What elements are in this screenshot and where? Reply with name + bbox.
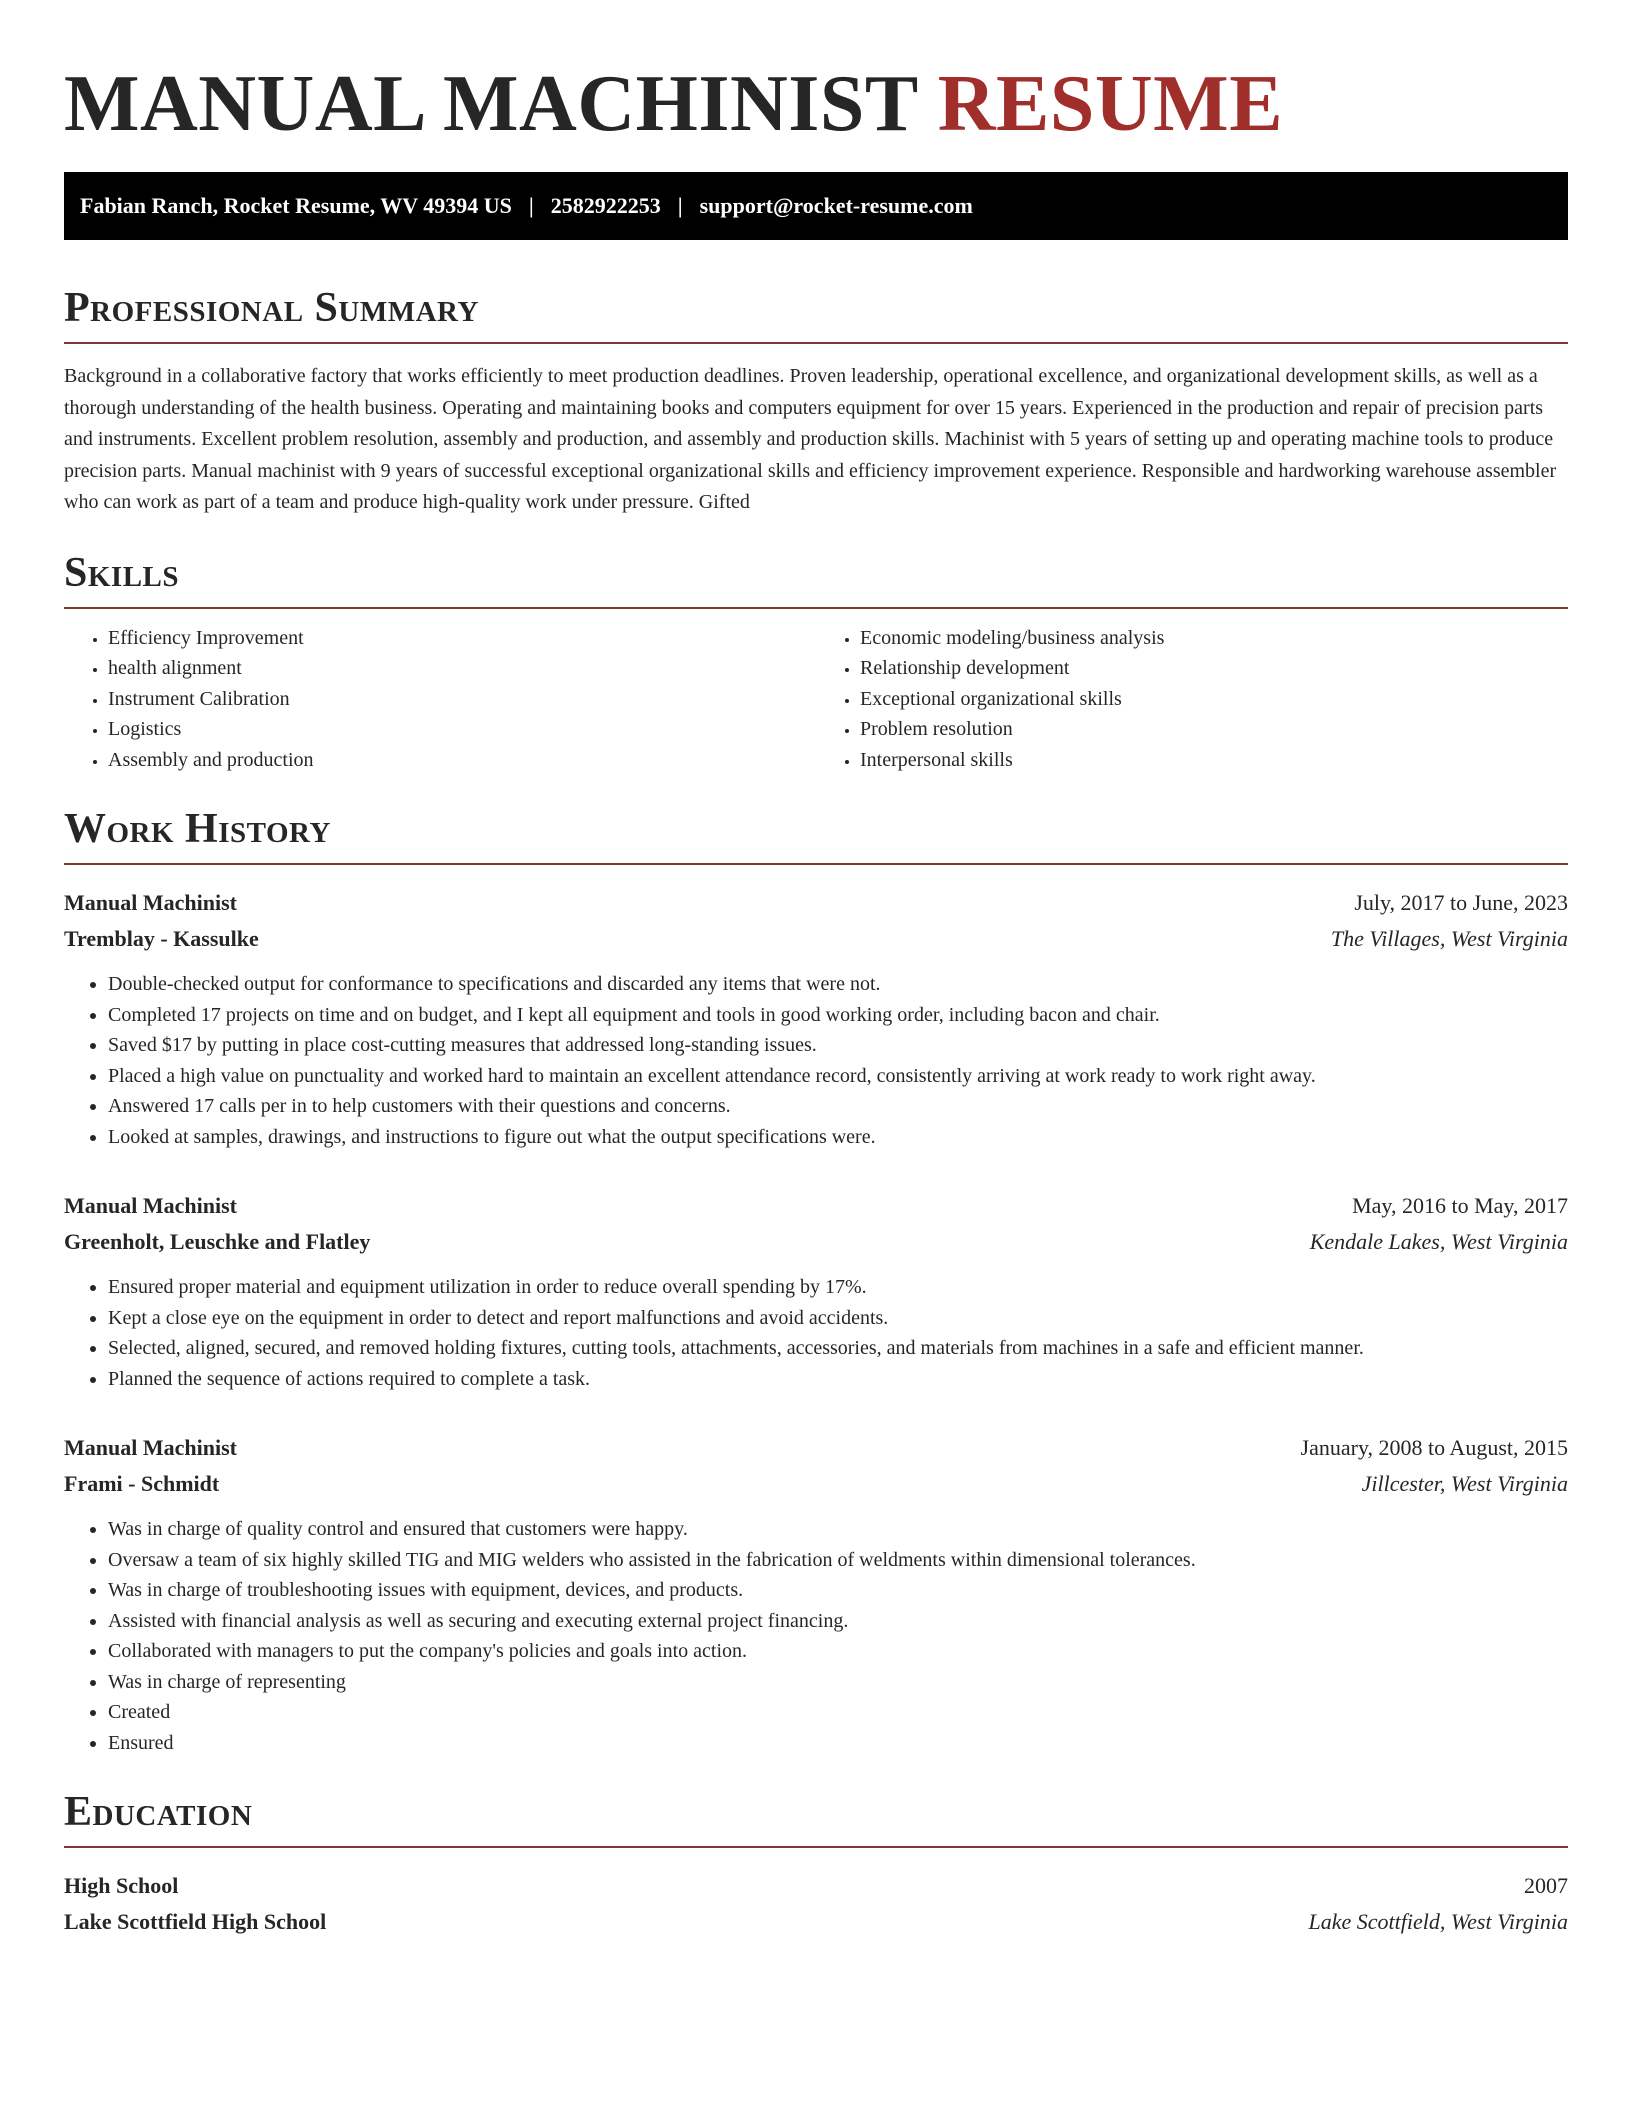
skill-item: • Efficiency Improvement xyxy=(108,623,816,654)
contact-address: Fabian Ranch, Rocket Resume, WV 49394 US xyxy=(80,193,512,218)
job-bullet: • Completed 17 projects on time and on budget, and I kept all equipment and tools in good working order, including bacon and chair. xyxy=(108,1000,1568,1031)
job-bullet: • Was in charge of representing xyxy=(108,1667,1568,1698)
job-company-row xyxy=(64,1224,1568,1260)
skills-list-left xyxy=(64,623,816,776)
education-location: Lake Scottfield, West Virginia xyxy=(1308,1909,1568,1934)
education-section xyxy=(64,1788,1568,1940)
education-year: 2007 xyxy=(1524,1873,1568,1898)
job-bullet: • Collaborated with managers to put the company's policies and goals into action. xyxy=(108,1636,1568,1667)
job-company: Frami - Schmidt xyxy=(64,1471,220,1496)
summary-section xyxy=(64,284,1568,519)
job-bullet: • Kept a close eye on the equipment in order to detect and report malfunctions and avoid accidents. xyxy=(108,1303,1568,1334)
job-entry xyxy=(64,1188,1568,1394)
job-bullet: • Placed a high value on punctuality and worked hard to maintain an excellent attendance record, consistently arriving at work ready to work right away. xyxy=(108,1061,1568,1092)
job-bullets xyxy=(64,969,1568,1152)
contact-separator: | xyxy=(528,193,534,218)
job-bullets xyxy=(64,1514,1568,1758)
education-degree-row xyxy=(64,1868,1568,1904)
contact-email: support@rocket-resume.com xyxy=(699,193,973,218)
skill-item: • Logistics xyxy=(108,714,816,745)
skill-item: • Problem resolution xyxy=(860,714,1568,745)
job-dates: July, 2017 to June, 2023 xyxy=(1354,890,1568,915)
skills-list-right xyxy=(816,623,1568,776)
summary-text: Background in a collaborative factory that works efficiently to meet production deadlines. Proven leadership, operational excellence, and organizational development skills, as well as a thorough understanding of the health business. Operating and maintaining books and computers equipment for over 15 years. Experienced in the production and repair of precision parts and instruments. Excellent problem resolution, assembly and production, and assembly and production skills. Machinist with 5 years of setting up and operating machine tools to produce precision parts. Manual machinist with 9 years of successful exceptional organizational skills and efficiency improvement experience. Responsible and hardworking warehouse assembler who can work as part of a team and produce high-quality work under pressure. Gifted xyxy=(64,365,1557,513)
job-bullet: • Planned the sequence of actions required to complete a task. xyxy=(108,1364,1568,1395)
resume-title xyxy=(64,56,1568,152)
job-header-row xyxy=(64,1188,1568,1224)
job-company-row xyxy=(64,1466,1568,1502)
job-bullet: • Was in charge of quality control and ensured that customers were happy. xyxy=(108,1514,1568,1545)
skills-grid xyxy=(64,623,1568,776)
job-location: Kendale Lakes, West Virginia xyxy=(1309,1229,1568,1254)
education-entry xyxy=(64,1868,1568,1940)
skills-heading: Skills xyxy=(64,549,1568,609)
job-company: Greenholt, Leuschke and Flatley xyxy=(64,1229,371,1254)
job-location: The Villages, West Virginia xyxy=(1330,926,1568,951)
job-role: Manual Machinist xyxy=(64,1435,237,1460)
skills-section xyxy=(64,549,1568,776)
job-company-row xyxy=(64,921,1568,957)
title-accent: RESUME xyxy=(937,60,1284,148)
education-school: Lake Scottfield High School xyxy=(64,1909,327,1934)
work-history-heading: Work History xyxy=(64,805,1568,865)
job-role: Manual Machinist xyxy=(64,890,237,915)
contact-phone: 2582922253 xyxy=(550,193,661,218)
job-bullet: • Saved $17 by putting in place cost-cutting measures that addressed long-standing issues. xyxy=(108,1030,1568,1061)
job-bullet: • Selected, aligned, secured, and removed holding fixtures, cutting tools, attachments, accessories, and materials from machines in a safe and efficient manner. xyxy=(108,1333,1568,1364)
skill-item: • Relationship development xyxy=(860,653,1568,684)
job-header-row xyxy=(64,1430,1568,1466)
title-main: MANUAL MACHINIST xyxy=(64,60,918,148)
summary-heading: Professional Summary xyxy=(64,284,1568,344)
job-role: Manual Machinist xyxy=(64,1193,237,1218)
job-bullet: • Created xyxy=(108,1697,1568,1728)
education-heading: Education xyxy=(64,1788,1568,1848)
job-bullet: • Ensured xyxy=(108,1728,1568,1759)
contact-bar xyxy=(64,172,1568,240)
education-school-row xyxy=(64,1904,1568,1940)
job-bullet: • Was in charge of troubleshooting issues with equipment, devices, and products. xyxy=(108,1575,1568,1606)
job-bullet: • Answered 17 calls per in to help customers with their questions and concerns. xyxy=(108,1091,1568,1122)
skill-item: • health alignment xyxy=(108,653,816,684)
skill-item: • Economic modeling/business analysis xyxy=(860,623,1568,654)
job-dates: January, 2008 to August, 2015 xyxy=(1300,1435,1568,1460)
job-bullets xyxy=(64,1272,1568,1394)
job-bullet: • Assisted with financial analysis as well as securing and executing external project financing. xyxy=(108,1606,1568,1637)
job-bullet: • Double-checked output for conformance to specifications and discarded any items that were not. xyxy=(108,969,1568,1000)
contact-separator: | xyxy=(677,193,683,218)
job-bullet: • Ensured proper material and equipment utilization in order to reduce overall spending by 17%. xyxy=(108,1272,1568,1303)
job-entry xyxy=(64,1430,1568,1758)
job-bullet: • Looked at samples, drawings, and instructions to figure out what the output specifications were. xyxy=(108,1122,1568,1153)
job-bullet: • Oversaw a team of six highly skilled TIG and MIG welders who assisted in the fabrication of weldments within dimensional tolerances. xyxy=(108,1545,1568,1576)
education-degree: High School xyxy=(64,1873,179,1898)
job-header-row xyxy=(64,885,1568,921)
skill-item: • Instrument Calibration xyxy=(108,684,816,715)
job-dates: May, 2016 to May, 2017 xyxy=(1352,1193,1568,1218)
job-company: Tremblay - Kassulke xyxy=(64,926,259,951)
job-location: Jillcester, West Virginia xyxy=(1361,1471,1568,1496)
skill-item: • Assembly and production xyxy=(108,745,816,776)
skill-item: • Exceptional organizational skills xyxy=(860,684,1568,715)
work-history-section xyxy=(64,805,1568,1758)
skill-item: • Interpersonal skills xyxy=(860,745,1568,776)
job-entry xyxy=(64,885,1568,1152)
